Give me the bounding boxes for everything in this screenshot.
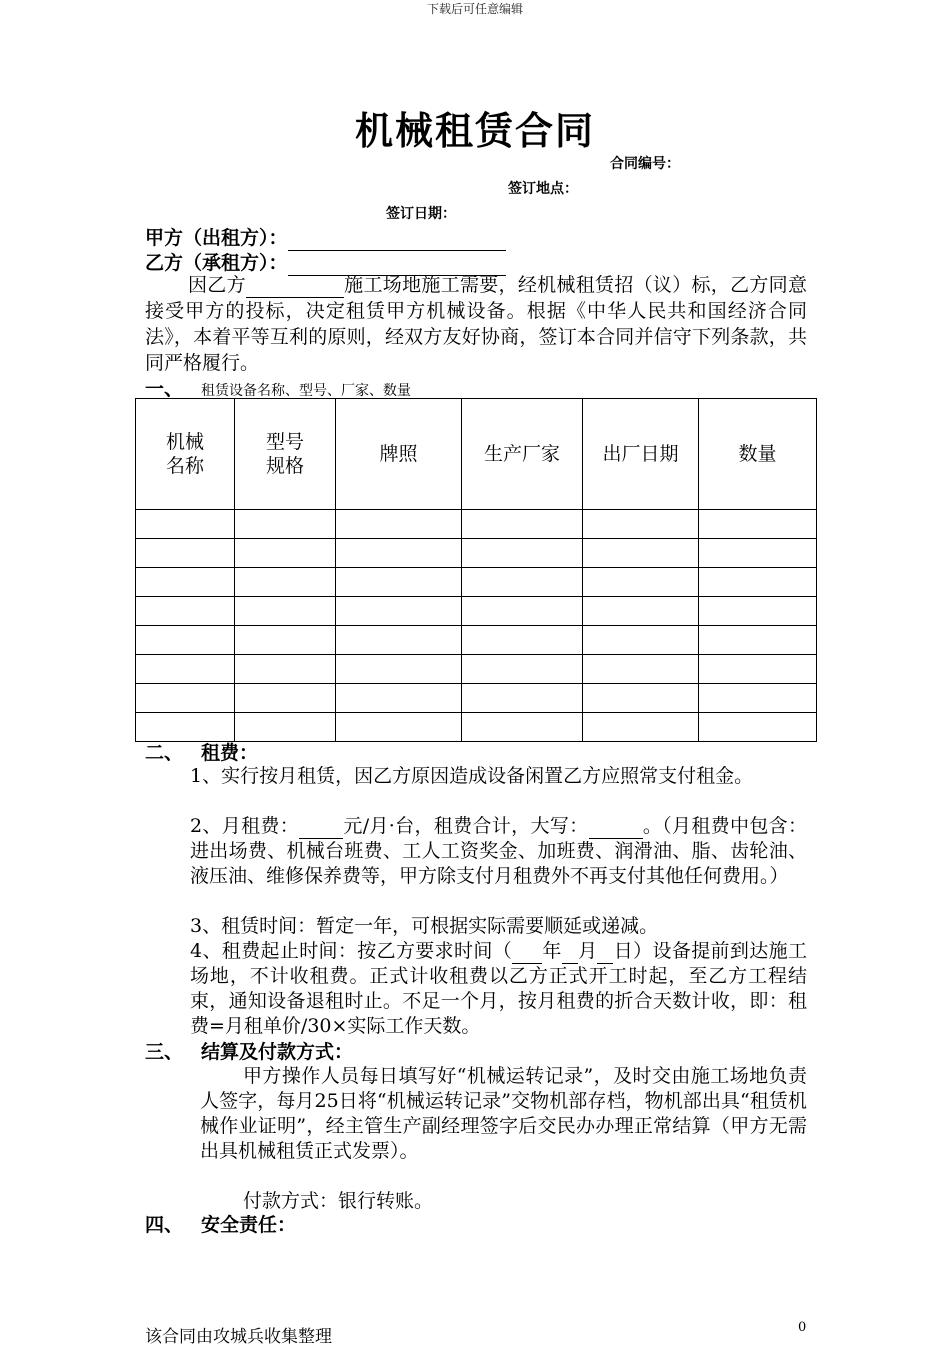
table-cell[interactable] — [336, 626, 462, 655]
table-cell[interactable] — [235, 655, 336, 684]
section-2-item-3: 3、租赁时间：暂定一年，可根据实际需要顺延或递减。 — [190, 915, 659, 937]
table-cell[interactable] — [336, 655, 462, 684]
table-row — [136, 597, 817, 626]
header-manufacture-date: 出厂日期 — [583, 399, 699, 510]
total-rent-blank — [589, 819, 643, 839]
table-cell[interactable] — [235, 539, 336, 568]
item-4-label: 4、租费起止时间：按乙方要求时间（ — [190, 940, 513, 962]
section-3-number: 三、 — [145, 1041, 184, 1063]
table-cell[interactable] — [583, 655, 699, 684]
table-cell[interactable] — [336, 713, 462, 742]
table-cell[interactable] — [462, 684, 583, 713]
table-cell[interactable] — [583, 568, 699, 597]
section-4-heading — [145, 1212, 296, 1238]
party-a-label: 甲方（出租方）： — [145, 227, 288, 249]
table-cell[interactable] — [136, 626, 235, 655]
start-year-blank — [512, 944, 542, 964]
header-note: 下载后可任意编辑 — [426, 2, 523, 16]
table-cell[interactable] — [583, 684, 699, 713]
sign-date-label: 签订日期： — [386, 206, 456, 222]
contract-number-label: 合同编号： — [610, 156, 680, 172]
item-4-month: 月 — [577, 940, 598, 962]
header-manufacturer: 生产厂家 — [462, 399, 583, 510]
party-a-line — [145, 225, 506, 251]
table-cell[interactable] — [699, 510, 817, 539]
table-cell[interactable] — [699, 597, 817, 626]
section-4-number: 四、 — [145, 1214, 184, 1236]
table-row — [136, 568, 817, 597]
table-row — [136, 713, 817, 742]
table-cell[interactable] — [235, 713, 336, 742]
table-cell[interactable] — [462, 655, 583, 684]
table-cell[interactable] — [699, 626, 817, 655]
table-cell[interactable] — [136, 655, 235, 684]
table-cell[interactable] — [583, 597, 699, 626]
table-cell[interactable] — [699, 568, 817, 597]
section-2-title: 租费： — [201, 742, 259, 764]
section-2-item-4 — [190, 939, 807, 1039]
table-cell[interactable] — [136, 684, 235, 713]
section-3-title: 结算及付款方式： — [201, 1041, 354, 1063]
table-row — [136, 655, 817, 684]
table-header-row — [136, 399, 817, 510]
table-cell[interactable] — [699, 684, 817, 713]
table-cell[interactable] — [336, 684, 462, 713]
table-cell[interactable] — [336, 539, 462, 568]
item-2-unit: 元/月·台，租费合计，大写： — [343, 815, 589, 837]
table-cell[interactable] — [235, 626, 336, 655]
table-cell[interactable] — [583, 713, 699, 742]
footer-note: 该合同由攻城兵收集整理 — [145, 1327, 332, 1347]
table-cell[interactable] — [699, 655, 817, 684]
page-number: 0 — [798, 1320, 807, 1335]
section-2-heading — [145, 740, 258, 766]
table-cell[interactable] — [235, 568, 336, 597]
item-2-label: 2、月租费： — [190, 815, 300, 837]
section-2-item-1: 1、实行按月租赁，因乙方原因造成设备闲置乙方应照常支付租金。 — [190, 765, 754, 787]
table-row — [136, 510, 817, 539]
table-cell[interactable] — [235, 597, 336, 626]
section-1-title: 租赁设备名称、型号、厂家、数量 — [201, 383, 411, 399]
table-cell[interactable] — [583, 539, 699, 568]
section-3-paragraph-2: 付款方式：银行转账。 — [243, 1190, 434, 1212]
section-3-heading — [145, 1039, 353, 1065]
table-cell[interactable] — [336, 597, 462, 626]
header-model-spec: 型号规格 — [235, 399, 336, 510]
table-cell[interactable] — [699, 539, 817, 568]
table-cell[interactable] — [462, 713, 583, 742]
section-3-paragraph-1: 甲方操作人员每日填写好“机械运转记录”，及时交由施工场地负责人签字，每月25日将“机械运转记录”交物机部存档，物机部出具“租赁机械作业证明”，经主管生产副经理签字后交民办办理正常结算（甲方无需出具机械租赁正式发票）。 — [200, 1065, 807, 1162]
table-cell[interactable] — [136, 539, 235, 568]
section-4-title: 安全责任： — [201, 1214, 297, 1236]
intro-text: 施工场地施工需要，经机械租赁招（议）标，乙方同意接受甲方的投标，决定租赁甲方机械设备。根据《中华人民共和国经济合同法》，本着平等互利的原则，经双方友好协商，签订本合同并信守下列条款，共同严格履行。 — [145, 274, 807, 374]
sign-place-label: 签订地点： — [508, 181, 578, 197]
item-2-text: 。（月租费中包含：进出场费、机械台班费、工人工资奖金、加班费、润滑油、脂、齿轮油、液压油、维修保养费等，甲方除支付月租费外不再支付其他任何费用。） — [190, 815, 807, 887]
table-cell[interactable] — [136, 568, 235, 597]
monthly-rent-blank — [299, 819, 343, 839]
table-cell[interactable] — [462, 597, 583, 626]
header-quantity: 数量 — [699, 399, 817, 510]
table-cell[interactable] — [235, 684, 336, 713]
table-cell[interactable] — [699, 713, 817, 742]
document-title: 机械租赁合同 — [354, 109, 595, 153]
table-cell[interactable] — [583, 626, 699, 655]
table-cell[interactable] — [136, 597, 235, 626]
equipment-table — [135, 398, 817, 742]
intro-paragraph — [145, 272, 807, 376]
party-a-blank — [288, 232, 506, 251]
table-cell[interactable] — [462, 510, 583, 539]
party-b-label: 乙方（承租方）： — [145, 252, 288, 274]
intro-prefix: 因乙方 — [188, 274, 246, 296]
table-cell[interactable] — [583, 510, 699, 539]
table-cell[interactable] — [462, 626, 583, 655]
item-4-year: 年 — [542, 940, 562, 962]
section-1-number: 一、 — [145, 378, 184, 400]
table-cell[interactable] — [462, 539, 583, 568]
start-month-blank — [562, 944, 578, 964]
item-4-text: 日）设备提前到达施工场地，不计收租费。正式计收租费以乙方正式开工时起，至乙方工程结束，通知设备退租时止。不足一个月，按月租费的折合天数计收，即：租费=月租单价/30×实际工作天数。 — [190, 940, 807, 1037]
section-2-number: 二、 — [145, 742, 184, 764]
table-cell[interactable] — [336, 568, 462, 597]
table-row — [136, 539, 817, 568]
start-day-blank — [597, 944, 613, 964]
header-machine-name: 机械名称 — [136, 399, 235, 510]
table-cell[interactable] — [462, 568, 583, 597]
table-row — [136, 626, 817, 655]
table-cell[interactable] — [235, 510, 336, 539]
table-cell[interactable] — [136, 713, 235, 742]
table-cell[interactable] — [136, 510, 235, 539]
header-license-plate: 牌照 — [336, 399, 462, 510]
intro-blank — [246, 278, 344, 298]
section-2-item-2 — [190, 814, 807, 889]
table-row — [136, 684, 817, 713]
table-cell[interactable] — [336, 510, 462, 539]
